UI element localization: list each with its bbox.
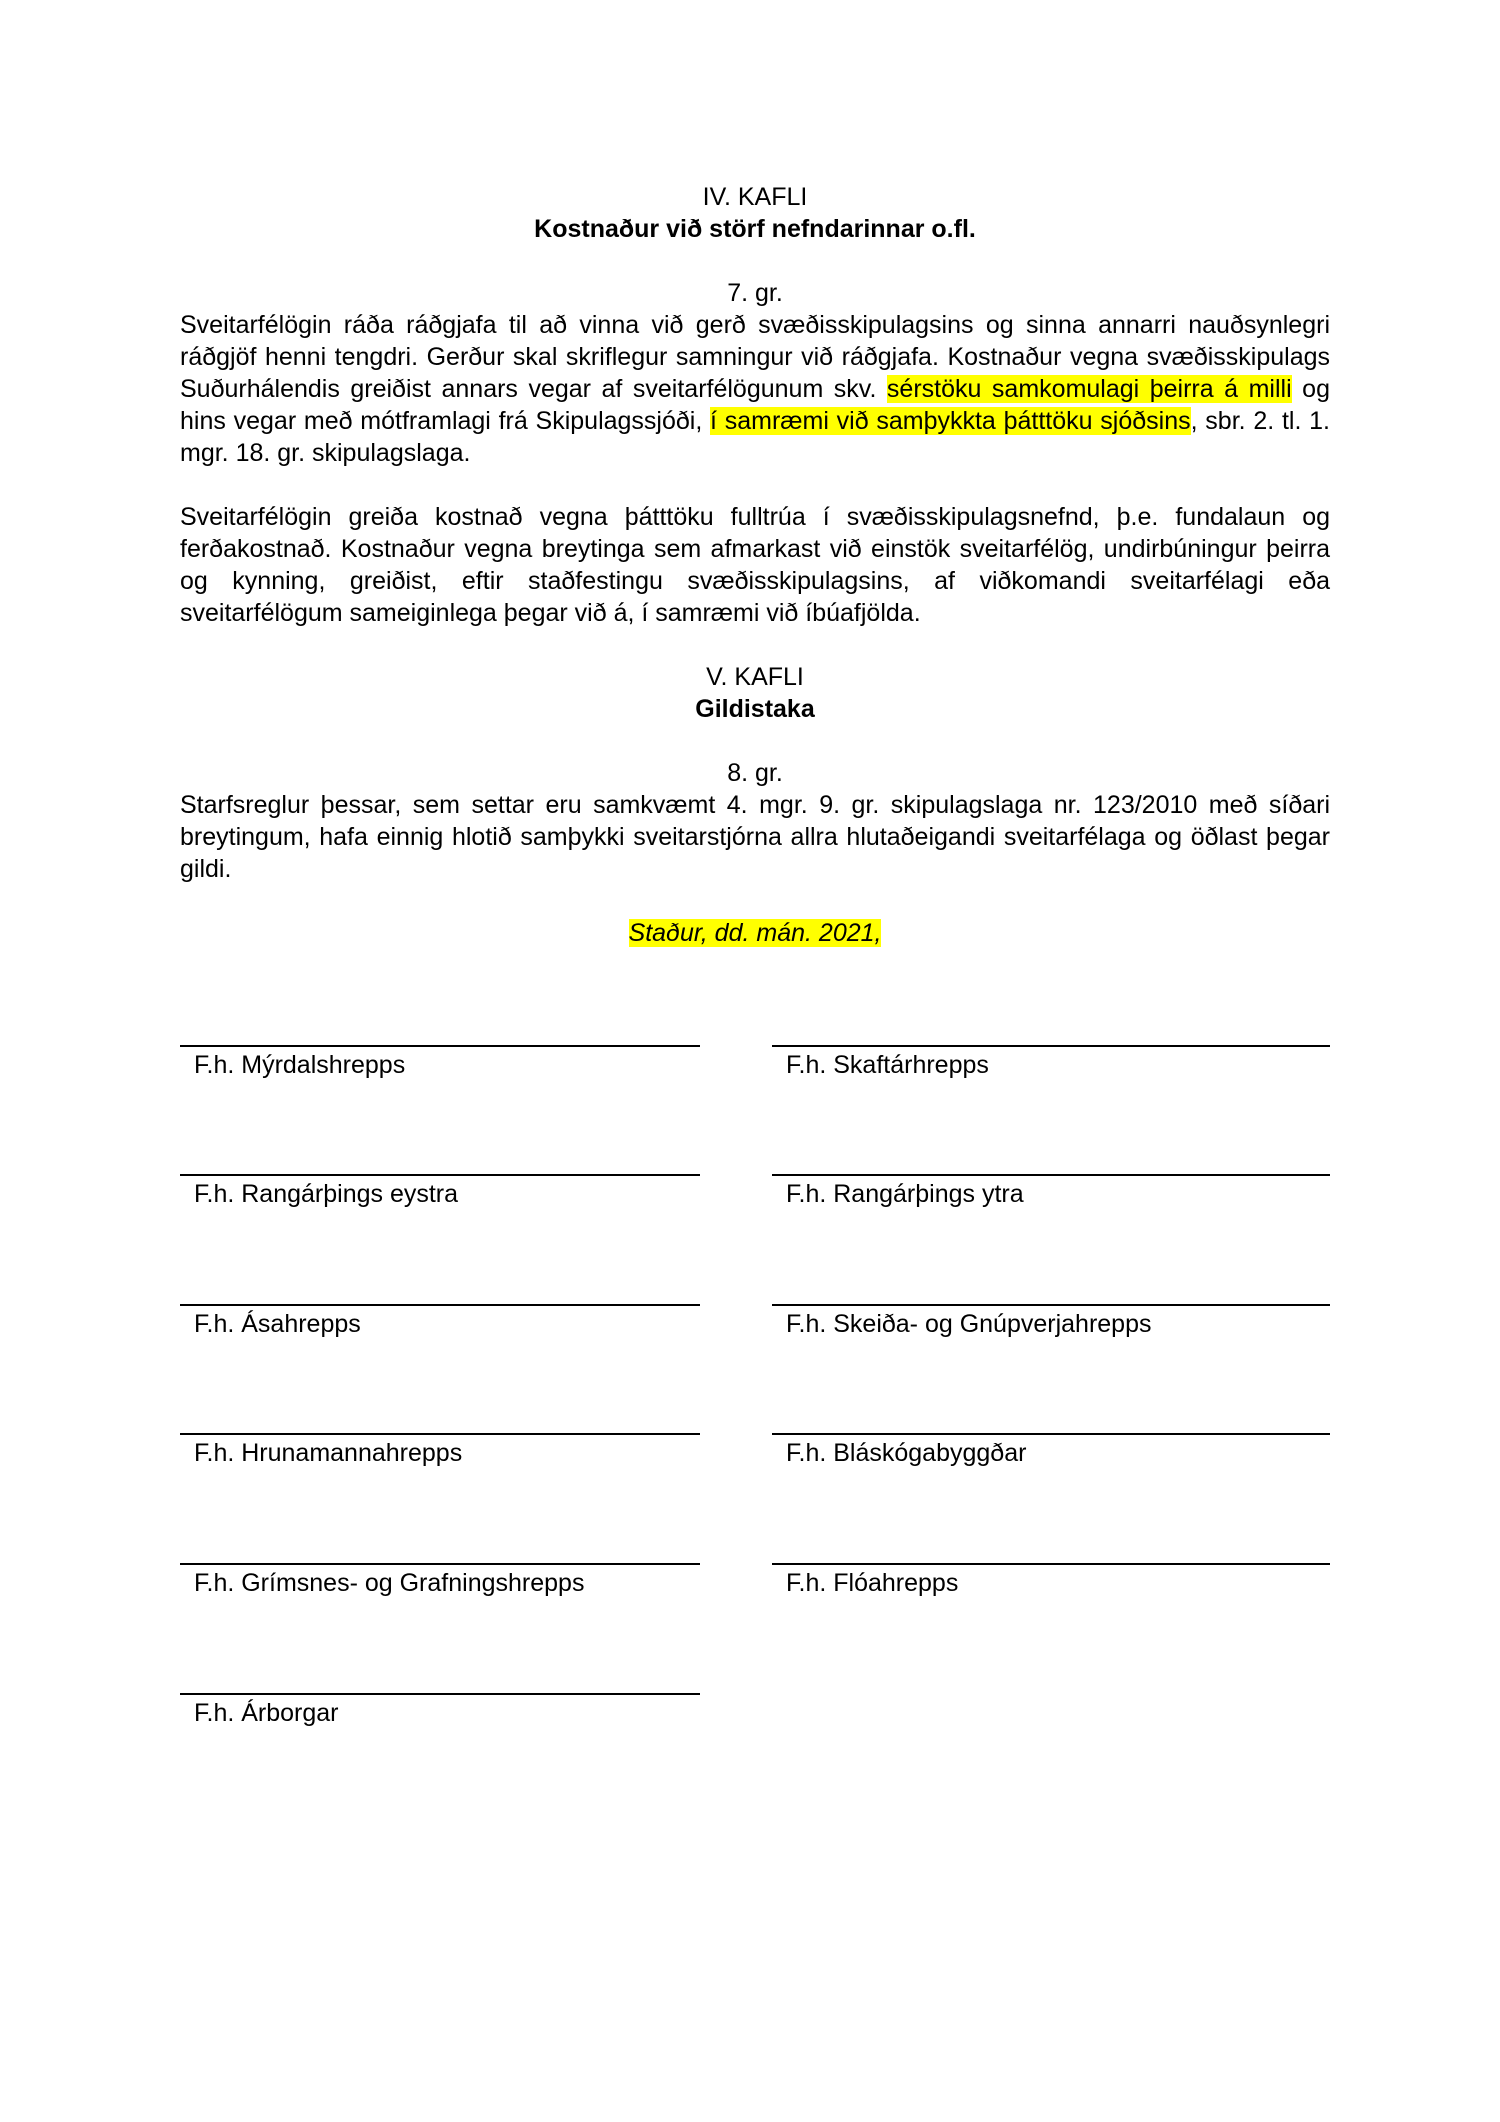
article-7-paragraph-1 <box>180 309 1330 469</box>
signature-line <box>772 1174 1330 1176</box>
text-segment: og hins vegar með mótframlagi frá Skipulagssjóði, <box>180 375 1330 435</box>
chapter-4-title: Kostnaður við störf nefndarinnar o.fl. <box>534 215 976 243</box>
signature-label: F.h. Ásahrepps <box>194 1310 361 1338</box>
signature-label: F.h. Mýrdalshrepps <box>194 1051 406 1079</box>
signature-label: F.h. Grímsnes- og Grafningshrepps <box>194 1569 585 1597</box>
highlighted-text: sérstöku samkomulagi þeirra á milli <box>886 375 1292 403</box>
signature-block <box>180 1433 700 1469</box>
chapter-4-heading: IV. KAFLI <box>702 183 808 211</box>
signature-block <box>180 1174 700 1210</box>
signature-block <box>772 1174 1330 1210</box>
signature-label: F.h. Árborgar <box>194 1699 339 1727</box>
signature-line <box>180 1693 700 1695</box>
signature-label: F.h. Skaftárhrepps <box>786 1051 989 1079</box>
signature-block <box>180 1693 700 1729</box>
signature-block <box>772 1045 1330 1081</box>
signature-label: F.h. Rangárþings ytra <box>786 1180 1024 1208</box>
signature-block <box>180 1045 700 1081</box>
signature-label: F.h. Hrunamannahrepps <box>194 1439 463 1467</box>
text-segment: Sveitarfélögin ráða ráðgjafa til að vinna við gerð svæðisskipulagsins og sinna annarri nauðsynlegri ráðgjöf henni tengdri. Gerður skal skriflegur samningur við ráðgjafa. Kostnaður vegna svæðisskipulags Suðurhálendis greiðist annars vegar af sveitarfélögunum skv. <box>180 311 1330 403</box>
signature-line <box>180 1304 700 1306</box>
place-date-line <box>180 917 1330 949</box>
signature-label: F.h. Flóahrepps <box>786 1569 959 1597</box>
signature-label: F.h. Skeiða- og Gnúpverjahrepps <box>786 1310 1152 1338</box>
signature-line <box>180 1433 700 1435</box>
signature-block <box>772 1304 1330 1340</box>
signature-line <box>772 1045 1330 1047</box>
signature-block <box>772 1433 1330 1469</box>
signature-line <box>772 1304 1330 1306</box>
chapter-5-title: Gildistaka <box>695 695 815 723</box>
highlighted-text: í samræmi við samþykkta þátttöku sjóðsins <box>710 407 1191 435</box>
signature-line <box>772 1563 1330 1565</box>
article-7-number: 7. gr. <box>727 279 783 307</box>
chapter-5-heading: V. KAFLI <box>706 663 804 691</box>
signature-line <box>180 1045 700 1047</box>
signature-line <box>772 1433 1330 1435</box>
signature-label: F.h. Rangárþings eystra <box>194 1180 459 1208</box>
signature-block <box>180 1563 700 1599</box>
signature-block <box>180 1304 700 1340</box>
article-8-paragraph-1: Starfsreglur þessar, sem settar eru samkvæmt 4. mgr. 9. gr. skipulagslaga nr. 123/2010 með síðari breytingum, hafa einnig hlotið samþykki sveitarstjórna allra hlutaðeigandi sveitarfélaga og öðlast þegar gildi. <box>180 791 1330 883</box>
signature-label: F.h. Bláskógabyggðar <box>786 1439 1027 1467</box>
signature-block <box>772 1563 1330 1599</box>
signature-line <box>180 1174 700 1176</box>
article-7-paragraph-2: Sveitarfélögin greiða kostnað vegna þátttöku fulltrúa í svæðisskipulagsnefnd, þ.e. fundalaun og ferðakostnað. Kostnaður vegna breytinga sem afmarkast við einstök sveitarfélög, undirbúningur þeirra og kynning, greiðist, eftir staðfestingu svæðisskipulagsins, af viðkomandi sveitarfélagi eða sveitarfélögum sameiginlega þegar við á, í samræmi við íbúafjölda. <box>180 503 1330 627</box>
text-segment: , sbr. 2. tl. 1. mgr. 18. gr. skipulagslaga. <box>180 407 1330 467</box>
article-8-number: 8. gr. <box>727 759 783 787</box>
signature-line <box>180 1563 700 1565</box>
place-date: Staður, dd. mán. 2021, <box>628 919 882 947</box>
